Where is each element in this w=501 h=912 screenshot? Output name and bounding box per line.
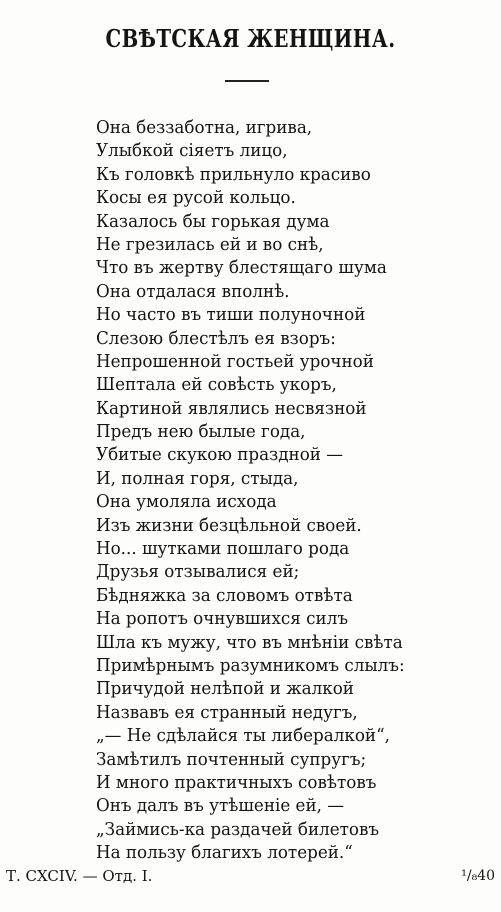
volume-signature: Т. CXCIV. — Отд. I. <box>6 867 153 885</box>
poem-line: Примѣрнымъ разумникомъ слылъ: <box>96 654 405 676</box>
poem-line: Улыбкой сіяетъ лицо, <box>96 140 288 162</box>
poem-line: Убитые скукою праздной — <box>96 444 344 466</box>
poem-line: „— Не сдѣлайся ты либералкой“, <box>96 725 390 747</box>
poem-line: „Займись-ка раздачей билетовъ <box>96 818 380 840</box>
poem-line: Она умоляла исхода <box>96 491 277 513</box>
poem-line: Казалось бы горькая дума <box>96 210 330 232</box>
poem-line: Причудой нелѣпой и жалкой <box>96 678 354 700</box>
poem-line: Друзья отзывалися ей; <box>96 561 300 583</box>
poem-line: И, полная горя, стыда, <box>96 467 299 489</box>
poem-line: На ропотъ очнувшихся силъ <box>96 608 348 630</box>
poem-line: Шла къ мужу, что въ мнѣніи свѣта <box>96 631 403 653</box>
poem-line: Но... шутками пошлаго рода <box>96 538 350 560</box>
poem-line: Изъ жизни безцѣльной своей. <box>96 514 362 536</box>
poem-line: Но часто въ тиши полуночной <box>96 304 366 326</box>
poem-line: Бѣдняжка за словомъ отвѣта <box>96 584 353 606</box>
poem-line: Онъ далъ въ утѣшеніе ей, — <box>96 795 345 817</box>
poem-line: Что въ жертву блестящаго шума <box>96 257 387 279</box>
poem-line: Слезою блестѣлъ ея взоръ: <box>96 327 336 349</box>
poem-line: Непрошенной гостьей урочной <box>96 350 374 372</box>
poem-body <box>96 116 456 865</box>
sheet-signature: ¹/₈40 <box>461 868 495 884</box>
poem-line: Шептала ей совѣсть укоръ, <box>96 374 337 396</box>
poem-line: Замѣтилъ почтенный супругъ; <box>96 748 367 770</box>
poem-line: И много практичныхъ совѣтовъ <box>96 771 377 793</box>
poem-line: Она отдалася вполнѣ. <box>96 280 290 302</box>
poem-line: На пользу благихъ лотерей.“ <box>96 842 353 864</box>
poem-line: Картиной являлись несвязной <box>96 397 367 419</box>
poem-line: Не грезилась ей и во снѣ, <box>96 233 324 255</box>
poem-line: Предъ нею былые года, <box>96 421 306 443</box>
poem-line: Назвавъ ея странный недугъ, <box>96 701 358 723</box>
poem-title: СВѢТСКАЯ ЖЕНЩИНА. <box>105 24 396 53</box>
poem-line: Къ головкѣ прильнуло красиво <box>96 163 371 185</box>
poem-line: Косы ея русой кольцо. <box>96 187 296 209</box>
title-divider <box>225 80 269 82</box>
poem-line: Она беззаботна, игрива, <box>96 117 313 138</box>
